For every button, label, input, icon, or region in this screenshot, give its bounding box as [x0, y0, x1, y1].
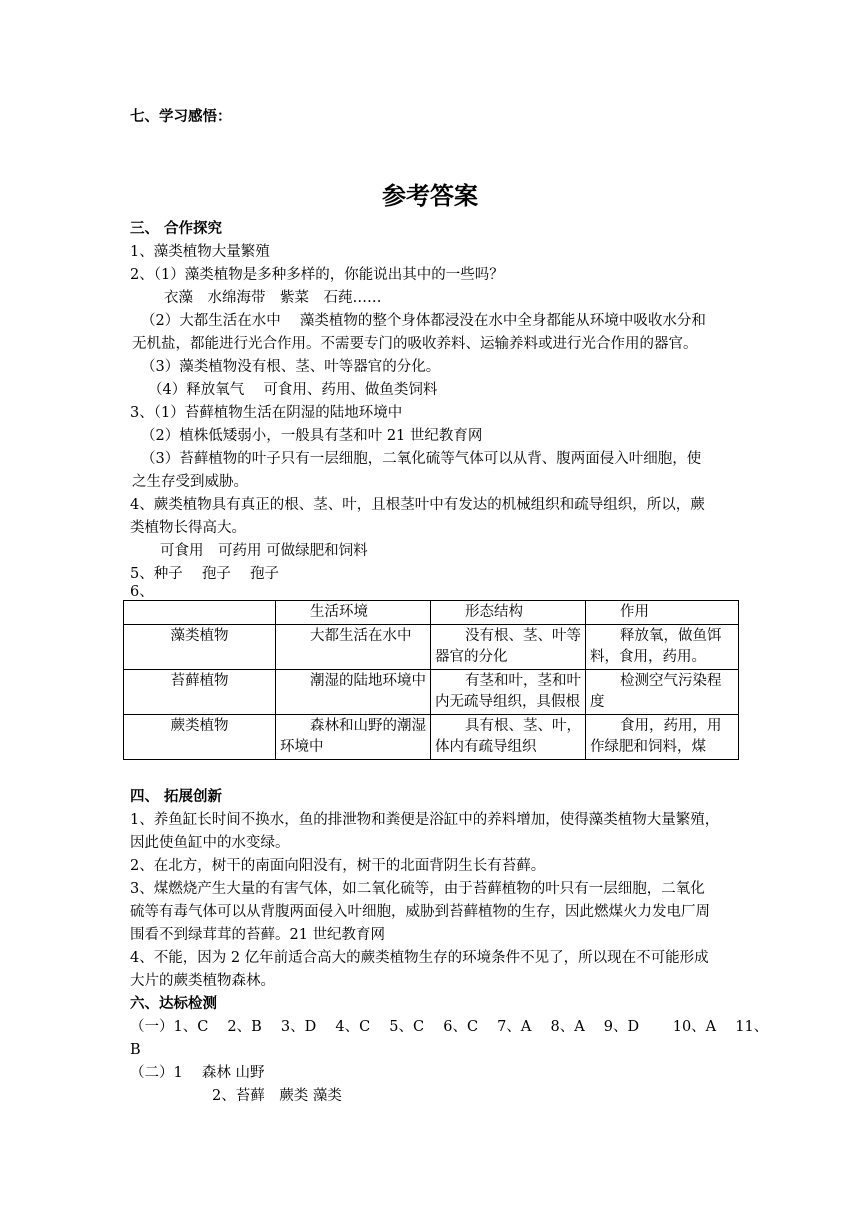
table-row — [124, 670, 739, 715]
s3-line-2: 2、（1）藻类植物是多种多样的，你能说出其中的一些吗？ — [130, 267, 504, 283]
section-3-heading: 三、 合作探究 — [130, 221, 223, 237]
table-header-cell: 生活环境 — [276, 601, 431, 625]
table-header-cell — [124, 601, 276, 625]
s6-answers-1b: B — [130, 1042, 141, 1058]
s3-line-16: 6、 — [130, 584, 154, 600]
s4-p1a: 1、养鱼缸长时间不换水，鱼的排泄物和粪便是浴缸中的养料增加，使得藻类植物大量繁殖， — [130, 812, 720, 828]
table-cell: 苔藓植物 — [124, 670, 276, 715]
s6-answers-3: 2、苔藓 蕨类 藻类 — [212, 1088, 342, 1104]
s3-line-13: 类植物长得高大。 — [130, 520, 246, 536]
table-row — [124, 625, 739, 670]
s3-line-3: 衣藻 水绵海带 紫菜 石莼…… — [164, 290, 382, 306]
table-cell: 潮湿的陆地环境中 — [276, 670, 431, 715]
table-header-cell: 作用 — [586, 601, 739, 625]
table-header-row — [124, 601, 739, 625]
table-cell: 大都生活在水中 — [276, 625, 431, 670]
s3-line-9: （2）植株低矮弱小，一般具有茎和叶 21 世纪教育网 — [141, 428, 483, 444]
table-cell: 森林和山野的潮湿环境中 — [276, 715, 431, 760]
s3-line-12: 4、蕨类植物具有真正的根、茎、叶，且根茎叶中有发达的机械组织和疏导组织，所以，蕨 — [130, 497, 705, 513]
page-title: 参考答案 — [382, 182, 478, 210]
table-cell: 检测空气污染程度 — [586, 670, 739, 715]
s4-p3a: 3、煤燃烧产生大量的有害气体，如二氧化硫等，由于苔藓植物的叶只有一层细胞，二氧化 — [130, 881, 705, 897]
s3-line-11: 之生存受到威胁。 — [132, 474, 248, 490]
s4-p1b: 因此使鱼缸中的水变绿。 — [130, 835, 290, 851]
plant-comparison-table — [123, 600, 739, 760]
table-row — [124, 715, 739, 760]
table-cell: 蕨类植物 — [124, 715, 276, 760]
s3-line-1: 1、藻类植物大量繁殖 — [130, 244, 270, 260]
s4-p3c: 围看不到绿茸茸的苔藓。21 世纪教育网 — [130, 927, 386, 943]
s6-answers-2: （二）1 森林 山野 — [130, 1065, 265, 1081]
section-6-heading: 六、达标检测 — [130, 996, 217, 1012]
table-cell: 食用，药用，用作绿肥和饲料，煤 — [586, 715, 739, 760]
table-cell: 具有根、茎、叶，体内有疏导组织 — [431, 715, 586, 760]
s6-answers-1: （一）1、C 2、B 3、D 4、C 5、C 6、C 7、A 8、A 9、D 10、A 11、 — [130, 1019, 769, 1035]
s3-line-10: （3）苔藓植物的叶子只有一层细胞，二氧化硫等气体可以从背、腹两面侵入叶细胞，使 — [141, 451, 702, 467]
table-cell: 没有根、茎、叶等器官的分化 — [431, 625, 586, 670]
table-cell: 有茎和叶，茎和叶内无疏导组织，具假根 — [431, 670, 586, 715]
s3-line-7: （4）释放氧气 可食用、药用、做鱼类饲料 — [148, 382, 438, 398]
table-cell: 释放氧，做鱼饵料，食用，药用。 — [586, 625, 739, 670]
s3-line-15: 5、种子 孢子 孢子 — [130, 566, 279, 582]
s3-line-5: 无机盐，都能进行光合作用。不需要专门的吸收养料、运输养料或进行光合作用的器官。 — [132, 336, 698, 352]
s3-line-8: 3、（1）苔藓植物生活在阴湿的陆地环境中 — [130, 405, 403, 421]
table-cell: 藻类植物 — [124, 625, 276, 670]
learning-reflection-heading: 七、学习感悟： — [130, 109, 232, 125]
s4-p2: 2、在北方，树干的南面向阳没有，树干的北面背阴生长有苔藓。 — [130, 858, 546, 874]
table-header-cell: 形态结构 — [431, 601, 586, 625]
s3-line-14: 可食用 可药用 可做绿肥和饲料 — [160, 543, 368, 559]
s3-line-4: （2）大都生活在水中 藻类植物的整个身体都浸没在水中全身都能从环境中吸收水分和 — [141, 313, 706, 329]
s4-p4a: 4、不能，因为 2 亿年前适合高大的蕨类植物生存的环境条件不见了，所以现在不可能形成 — [130, 950, 709, 966]
s3-line-6: （3）藻类植物没有根、茎、叶等器官的分化。 — [141, 359, 441, 375]
s4-p4b: 大片的蕨类植物森林。 — [130, 973, 275, 989]
section-4-heading: 四、 拓展创新 — [130, 789, 223, 805]
s4-p3b: 硫等有毒气体可以从背腹两面侵入叶细胞，威胁到苔藓植物的生存，因此燃煤火力发电厂周 — [130, 904, 710, 920]
